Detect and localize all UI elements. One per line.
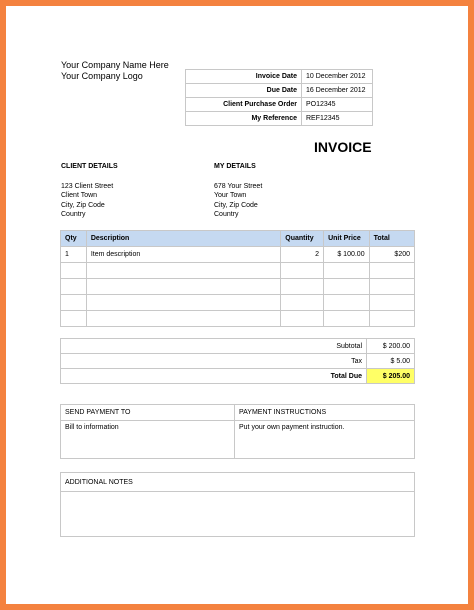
my-details (214, 163, 262, 219)
address-line: Client Town (61, 192, 98, 200)
cell-description (86, 279, 280, 295)
totals-table (60, 338, 415, 384)
address-line: Your Town (214, 192, 247, 200)
info-value: REF12345 (302, 112, 373, 126)
cell-quantity (281, 263, 324, 279)
table-row (61, 295, 415, 311)
items-header-row (61, 231, 415, 247)
info-label: Due Date (186, 84, 302, 98)
info-label: Client Purchase Order (186, 98, 302, 112)
address-line: 678 Your Street (214, 183, 263, 190)
subtotal-value: $ 200.00 (367, 339, 415, 354)
total-due-value: $ 205.00 (367, 369, 415, 384)
payment-instructions-body: Put your own payment instruction. (235, 421, 415, 459)
column-header-unit-price: Unit Price (324, 231, 370, 247)
address-line: City, Zip Code (214, 201, 258, 209)
info-row (186, 98, 373, 112)
cell-description (86, 263, 280, 279)
send-payment-body: Bill to information (61, 421, 235, 459)
address-line: 123 Client Street (61, 183, 114, 190)
cell-unit-price (324, 263, 370, 279)
tax-value: $ 5.00 (367, 354, 415, 369)
items-table (60, 230, 415, 327)
client-details (61, 163, 118, 219)
info-value: PO12345 (302, 98, 373, 112)
company-block (61, 60, 169, 82)
address-line: Country (214, 210, 239, 218)
cell-unit-price: $ 100.00 (324, 247, 370, 263)
cell-quantity (281, 295, 324, 311)
table-row (61, 263, 415, 279)
info-value: 10 December 2012 (302, 70, 373, 84)
company-logo-text: Your Company Logo (61, 71, 143, 81)
info-row (186, 84, 373, 98)
cell-quantity (281, 279, 324, 295)
totals-row (61, 339, 415, 354)
cell-qty (61, 263, 87, 279)
column-header-qty: Qty (61, 231, 87, 247)
my-details-heading: MY DETAILS (214, 163, 256, 170)
subtotal-label: Subtotal (61, 339, 367, 354)
info-value: 16 December 2012 (302, 84, 373, 98)
notes-table (60, 472, 415, 537)
totals-row (61, 354, 415, 369)
payment-header-row (61, 405, 415, 421)
cell-description (86, 295, 280, 311)
payment-body-row (61, 421, 415, 459)
client-details-heading: CLIENT DETAILS (61, 163, 118, 170)
tax-label: Tax (61, 354, 367, 369)
invoice-title: INVOICE (314, 139, 372, 155)
cell-total: $200 (369, 247, 414, 263)
cell-quantity: 2 (281, 247, 324, 263)
cell-qty: 1 (61, 247, 87, 263)
address-line: Country (61, 210, 86, 218)
cell-unit-price (324, 279, 370, 295)
cell-unit-price (324, 295, 370, 311)
cell-qty (61, 279, 87, 295)
table-row (61, 279, 415, 295)
cell-total (369, 295, 414, 311)
cell-total (369, 311, 414, 327)
address-line: City, Zip Code (61, 201, 105, 209)
column-header-total: Total (369, 231, 414, 247)
cell-total (369, 279, 414, 295)
company-name: Your Company Name Here (61, 60, 169, 70)
total-due-label: Total Due (61, 369, 367, 384)
cell-description: Item description (86, 247, 280, 263)
notes-header-row (61, 473, 415, 492)
cell-qty (61, 295, 87, 311)
notes-body-row (61, 492, 415, 537)
cell-quantity (281, 311, 324, 327)
cell-total (369, 263, 414, 279)
cell-description (86, 311, 280, 327)
additional-notes-body (61, 492, 415, 537)
client-address (61, 182, 118, 219)
payment-table (60, 404, 415, 459)
info-label: Invoice Date (186, 70, 302, 84)
table-row (61, 247, 415, 263)
cell-unit-price (324, 311, 370, 327)
column-header-quantity: Quantity (281, 231, 324, 247)
table-row (61, 311, 415, 327)
totals-row (61, 369, 415, 384)
my-address (214, 182, 262, 219)
additional-notes-heading: ADDITIONAL NOTES (61, 473, 415, 492)
invoice-info-table (185, 69, 373, 126)
cell-qty (61, 311, 87, 327)
info-row (186, 112, 373, 126)
info-label: My Reference (186, 112, 302, 126)
payment-instructions-heading: PAYMENT INSTRUCTIONS (235, 405, 415, 421)
send-payment-heading: SEND PAYMENT TO (61, 405, 235, 421)
column-header-description: Description (86, 231, 280, 247)
info-row (186, 70, 373, 84)
